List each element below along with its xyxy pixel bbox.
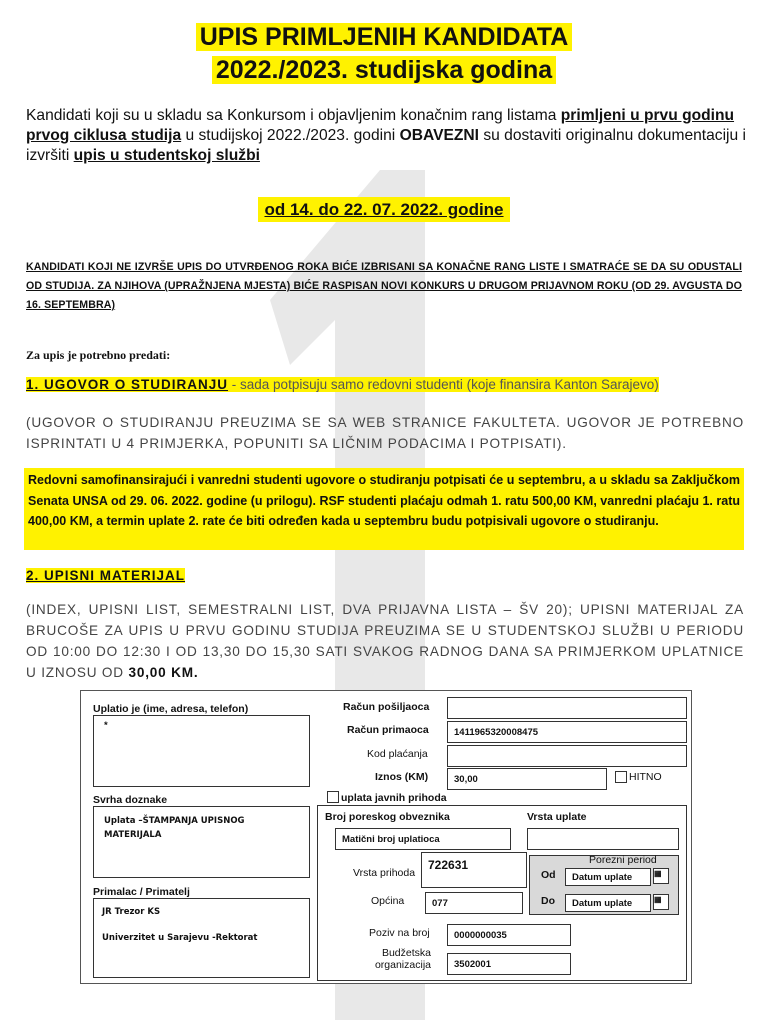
amount-label: Iznos (KM) [375, 771, 429, 783]
public-revenue-checkbox[interactable] [327, 791, 339, 803]
municipality-label: Općina [371, 895, 405, 907]
section-1-heading: 1. UGOVOR O STUDIRANJU - sada potpisuju samo redovni studenti (koje finansira Kanton Sarajevo) [26, 377, 659, 392]
budget-org-field[interactable]: 3502001 [447, 953, 571, 975]
payment-code-label: Kod plaćanja [367, 748, 428, 760]
section-1-highlight: Redovni samofinansirajući i vanredni studenti ugovore o studiranju potpisati će u septembru, a u skladu sa Zaključkom Senata UNSA od 29. 06. 2022. godine (u prilogu). RSF studenti plaćaju odmah 1. ratu 500,00 KM, vanredni plaćaju 1. ratu 400,00 KM, a termin uplate 2. rate će biti određen kada u septembru budu potpisivali ugovore o studiranju. [24, 468, 744, 550]
intro-paragraph: Kandidati koji su u skladu sa Konkursom i objavljenim konačnim rang listama primljeni u prvu godinu prvog ciklusa studija u studijskoj 2022./2023. godini OBAVEZNI su dostaviti originalnu dokumentaciju i izvršiti upis u studentskoj službi [26, 107, 746, 164]
deadline-warning: KANDIDATI KOJI NE IZVRŠE UPIS DO UTVRĐENOG ROKA BIĆE IZBRISANI SA KONAČNE RANG LISTE I SMATRAĆE SE DA SU ODUSTALI OD STUDIJA. ZA NJIHOVA (UPRAŽNJENA MJESTA) BIĆE RASPISAN NOVI KONKURS U DRUGOM PRIJAVNOM ROKU (OD 29. AVGUSTA DO 16. SEPTEMBRA) [26, 261, 742, 311]
from-date-field[interactable]: Datum uplate [565, 868, 651, 886]
tax-period-label: Porezni period [589, 854, 657, 866]
payer-label: Uplatio je (ime, adresa, telefon) [93, 703, 249, 715]
recipient-label: Primalac / Primatelj [93, 886, 190, 898]
amount-field[interactable]: 30,00 [447, 768, 607, 790]
calendar-icon[interactable]: ▦ [653, 894, 669, 910]
section-2-heading: 2. UPISNI MATERIJAL [26, 568, 186, 583]
enrollment-date-range: od 14. do 22. 07. 2022. godine [0, 200, 768, 220]
tax-id-field[interactable]: Matični broj uplatioca [335, 828, 511, 850]
revenue-type-field[interactable]: 722631 [421, 852, 527, 888]
recipient-account-field[interactable]: 1411965320008475 [447, 721, 687, 743]
requirements-intro: Za upis je potrebno predati: [26, 348, 171, 362]
page-title: UPIS PRIMLJENIH KANDIDATA [0, 22, 768, 52]
section-1-note: (UGOVOR O STUDIRANJU PREUZIMA SE SA WEB STRANICE FAKULTETA. UGOVOR JE POTREBNO ISPRINTATI U 4 PRIMJERKA, POPUNITI SA LIČNIM PODACIMA I POTPISATI). [26, 415, 744, 451]
calendar-icon[interactable]: ▦ [653, 868, 669, 884]
budget-org-label: Budžetska organizacija [374, 947, 431, 971]
page-subtitle: 2022./2023. studijska godina [0, 55, 768, 85]
payment-slip [80, 690, 692, 984]
urgent-label: HITNO [629, 771, 662, 783]
reference-number-field[interactable]: 0000000035 [447, 924, 571, 946]
section-2-note: (INDEX, UPISNI LIST, SEMESTRALNI LIST, DVA PRIJAVNA LISTA – ŠV 20); UPISNI MATERIJAL ZA BRUCOŠE ZA UPIS U PRVU GODINU STUDIJA PREUZIMA SE U STUDENTSKOJ SLUŽBI U PERIODU OD 10:00 DO 12:30 I OD 13,30 DO 15,30 SATI SVAKOG RADNOG DANA SA PRIMJERKOM UPLATNICE U IZNOSU OD 30,00 KM. [26, 602, 744, 680]
to-label: Do [541, 895, 555, 907]
purpose-label: Svrha doznake [93, 794, 168, 806]
sender-account-field[interactable] [447, 697, 687, 719]
from-label: Od [541, 869, 556, 881]
revenue-type-label: Vrsta prihoda [353, 867, 416, 879]
public-revenue-label: uplata javnih prihoda [341, 792, 447, 804]
purpose-field[interactable]: Uplata –ŠTAMPANJA UPISNOG MATERIJALA [93, 806, 310, 878]
sender-account-label: Račun pošiljaoca [343, 701, 430, 713]
reference-number-label: Poziv na broj [369, 927, 430, 939]
payment-type-field[interactable] [527, 828, 679, 850]
municipality-field[interactable]: 077 [425, 892, 523, 914]
tax-id-label: Broj poreskog obveznika [325, 811, 450, 823]
urgent-checkbox[interactable] [615, 771, 627, 783]
recipient-account-label: Račun primaoca [347, 724, 429, 736]
payer-field[interactable]: * [93, 715, 310, 787]
to-date-field[interactable]: Datum uplate [565, 894, 651, 912]
recipient-field[interactable]: JR Trezor KS Univerzitet u Sarajevu -Rektorat [93, 898, 310, 978]
payment-type-label: Vrsta uplate [527, 811, 587, 823]
payment-code-field[interactable] [447, 745, 687, 767]
